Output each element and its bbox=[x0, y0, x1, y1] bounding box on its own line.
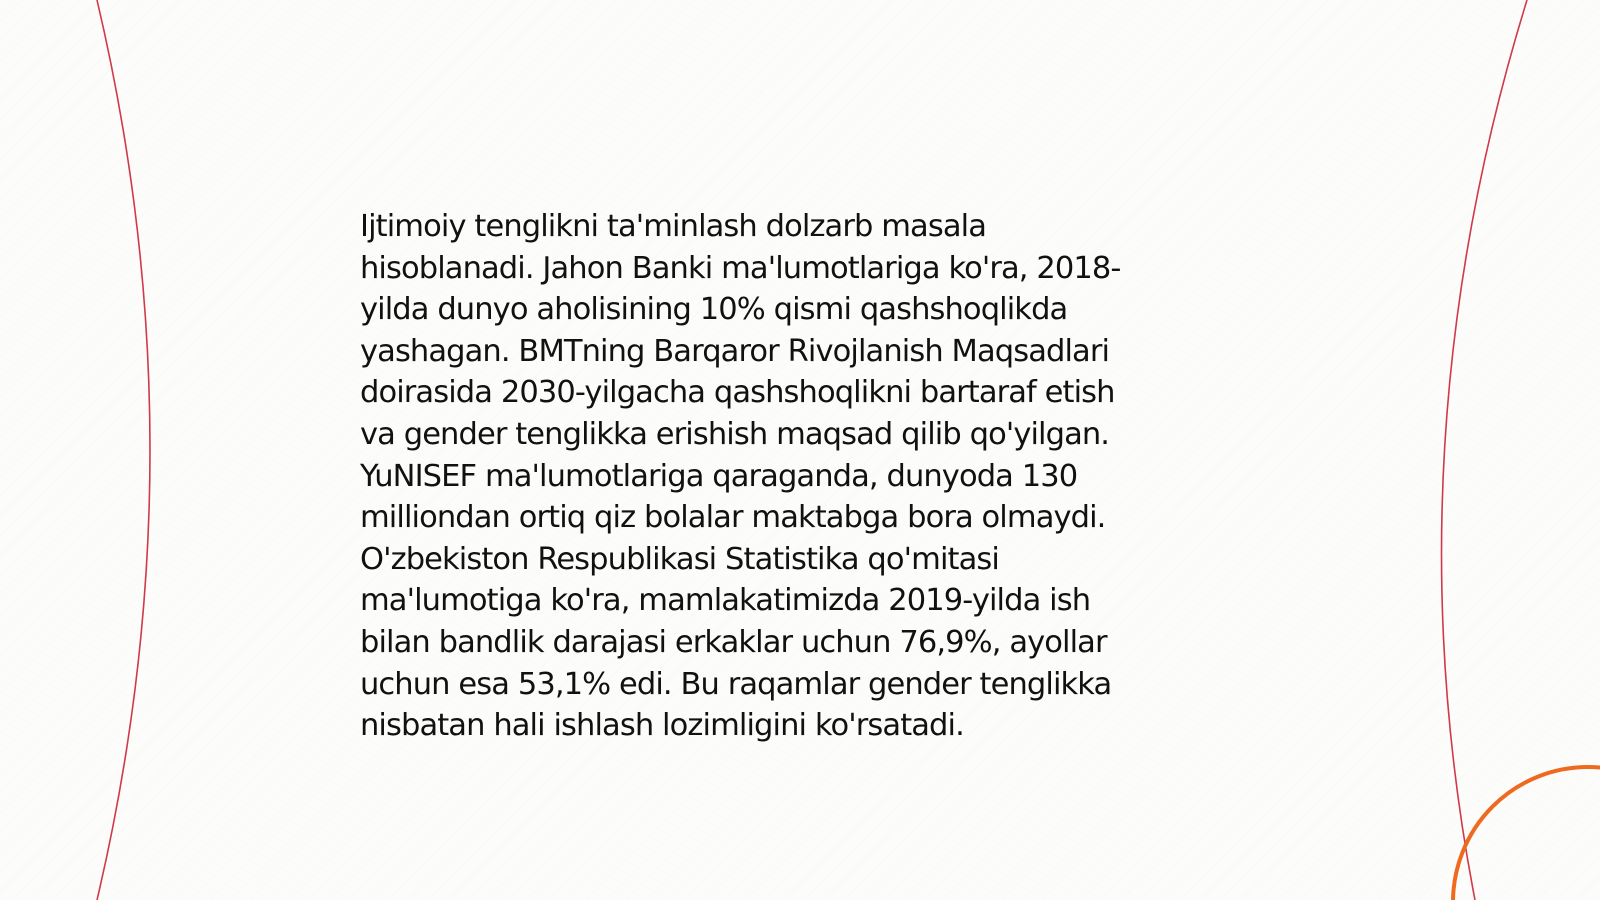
body-paragraph: Ijtimoiy tenglikni ta'minlash dolzarb masala hisoblanadi. Jahon Banki ma'lumotlariga ko'ra, 2018- yilda dunyo aholisining 10% qismi qashshoqlikda yashagan. BMTning Barqaror Rivojlanish Maqsadlari doirasida 2030-yilgacha qashshoqlikni bartaraf etish va gender tenglikka erishish maqsad qilib qo'yilgan. YuNISEF ma'lumotlariga qaraganda, dunyoda 130 milliondan ortiq qiz bolalar maktabga bora olmaydi. O'zbekiston Respublikasi Statistika qo'mitasi ma'lumotiga ko'ra, mamlakatimizda 2019-yilda ish bilan bandlik darajasi erkaklar uchun 76,9%, ayollar uchun esa 53,1% edi. Bu raqamlar gender tenglikka nisbatan hali ishlash lozimligini ko'rsatadi. bbox=[360, 209, 1121, 744]
right-arc-decoration bbox=[1442, 0, 1527, 900]
left-arc-decoration bbox=[97, 0, 150, 900]
orange-circle-decoration bbox=[1453, 767, 1600, 900]
